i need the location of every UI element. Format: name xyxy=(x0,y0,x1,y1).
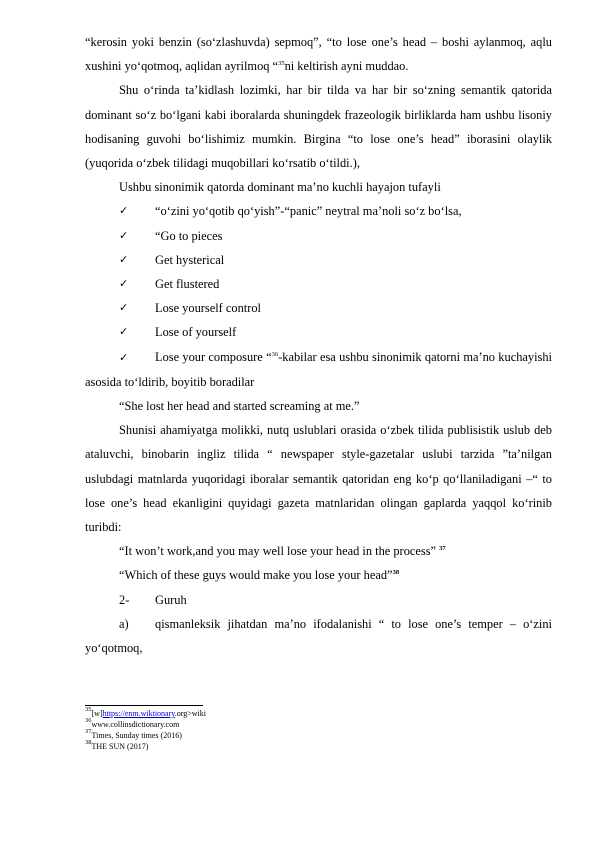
check-icon: ✓ xyxy=(119,229,129,242)
check-icon: ✓ xyxy=(119,253,129,266)
footnote-38: $^{38}$THE SUN (2017) xyxy=(85,739,149,751)
footnote-ref-36[interactable]: 36 xyxy=(271,350,279,358)
list-item: ✓ Lose yourself control xyxy=(85,296,552,320)
check-icon: ✓ xyxy=(119,326,129,339)
footnote-ref-37[interactable]: 37 xyxy=(439,545,446,553)
footnote-ref-38[interactable]: 38 xyxy=(392,569,400,577)
footnote-link[interactable]: https://enm.wiktionary xyxy=(102,709,175,718)
footnote-37: $^{37}$Times, Sunday times (2016) xyxy=(85,728,182,740)
paragraph-1 xyxy=(85,30,552,78)
check-icon: ✓ xyxy=(119,278,129,291)
bullet-list xyxy=(85,199,552,344)
quote-1: “She lost her head and started screaming at me.” xyxy=(119,399,360,414)
paragraph-5: Shunisi ahamiyatga molikki, nutq uslublari orasida o‘zbek tilida publisistik uslub deb ataluvchi, binobarin ingliz tilida “ newspaper style-gazetalar uslubi tarzida ”ta’nilgan uslubdagi matnlarda yuqoridagi iboralar semantik qatoridan eng ko‘p qo‘llaniladigani –“ to lose one’s head ekanligini quyidagi gazeta matnlaridan olingan gaplarda yaqqol ko‘rinib turibdi: xyxy=(85,423,552,535)
footnote-ref-35[interactable]: 35 xyxy=(278,60,285,68)
check-icon: ✓ xyxy=(119,205,129,218)
list-item: ✓ Lose of yourself xyxy=(85,320,552,344)
text: ni keltirish ayni muddao. xyxy=(284,59,409,74)
footnote-35: $^{35}$[w]https://enm.wiktionary.org>wiki xyxy=(85,706,207,718)
check-icon: ✓ xyxy=(119,351,129,364)
quote-2: “It won’t work,and you may well lose your head in the process” $^{37}$ xyxy=(119,544,446,559)
list-item: ✓ Get flustered xyxy=(85,272,552,296)
quote-3: “Which of these guys would make you lose your head”$^{38}$ xyxy=(119,568,400,583)
footnote-divider xyxy=(85,705,203,706)
list-item: ✓ Get hysterical xyxy=(85,248,552,272)
check-icon: ✓ xyxy=(119,302,129,315)
paragraph-4: ✓ Lose your composure “$^{36}$-kabilar esa ushbu sinonimik qatorni ma’no kuchayishi asosida to‘ldirib, boyitib boradilar xyxy=(85,345,552,394)
text: “kerosin yoki benzin (so‘zlashuvda) sepmoq”, “to lose one’s head – boshi aylanmoq, aqlu xushini yo‘qotmoq, aqlidan ayrilmoq “ xyxy=(85,35,552,74)
list-item: ✓ “o‘zini yo‘qotib qo‘yish”-“panic” neytral ma’noli so‘z bo‘lsa, xyxy=(85,199,552,223)
numbered-item: a) qismanleksik jihatdan ma’no ifodalanishi “ to lose one’s temper – o‘zini yo‘qotmoq, xyxy=(85,616,552,656)
footnotes xyxy=(85,705,552,752)
document-body xyxy=(85,30,552,660)
footnote-36: $^{36}$www.collinsdictionary.com xyxy=(85,717,180,729)
paragraph-2: Shu o‘rinda ta’kidlash lozimki, har bir tilda va har bir so‘zning semantik qatorida dominant so‘z bo‘lgani kabi iboralarda shuningdek frazeologik birliklarda ham ushbu lisoniy hodisaning guvohi bo‘lishimiz mumkin. Birgina “to lose one’s head” iborasini olaylik (yuqorida o‘zbek tilidagi muqobillari ko‘rsatib o‘tildi.), xyxy=(85,83,552,171)
paragraph-3: Ushbu sinonimik qatorda dominant ma’no kuchli hayajon tufayli xyxy=(119,180,441,195)
list-item: ✓ “Go to pieces xyxy=(85,224,552,248)
numbered-item: 2- Guruh xyxy=(119,592,187,607)
